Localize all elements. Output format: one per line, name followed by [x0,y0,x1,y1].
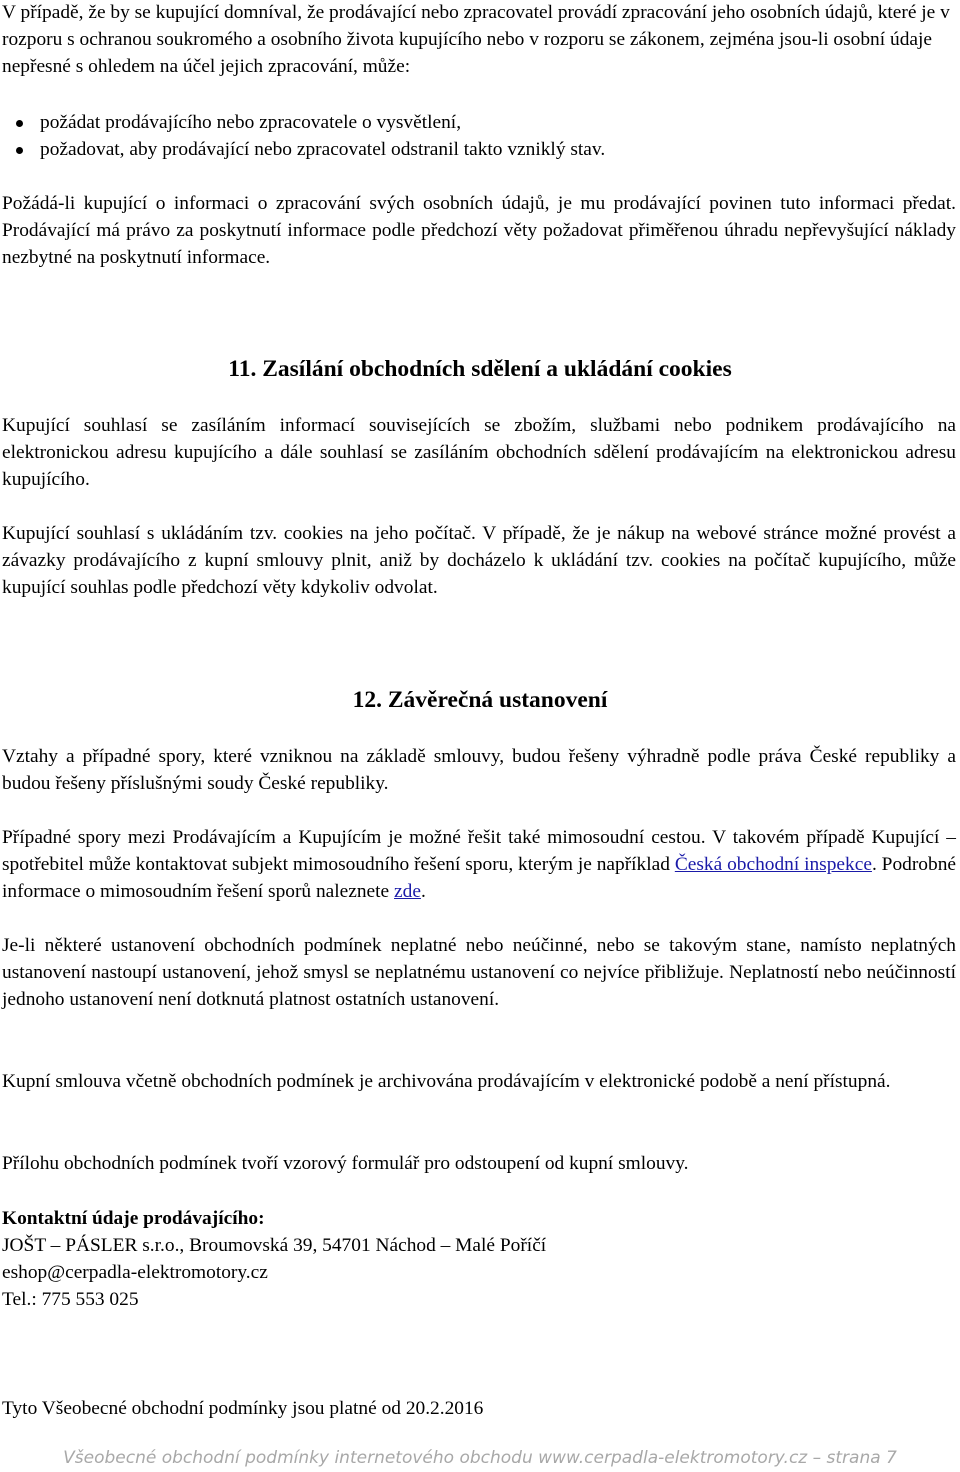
section-12-paragraph-1: Vztahy a případné spory, které vzniknou na základě smlouvy, budou řešeny výhradně podle práva České republiky a budou řešeny příslušnými soudy České republiky. [2,746,956,794]
page-footer: Všeobecné obchodní podmínky internetového obchodu www.cerpadla-elektromotory.cz – strana 7 [63,1448,897,1468]
section-11-paragraph-2: Kupující souhlasí s ukládáním tzv. cookies na jeho počítač. V případě, že je nákup na webové stránce možné provést a závazky prodávajícího z kupní smlouvy plnit, aniž by docházelo k ukládání tzv. cookies na počítač kupujícího, může kupující souhlas podle předchozí věty kdykoliv odvolat. [2,523,956,598]
section-12-title: 12. Závěrečná ustanovení [352,687,608,713]
list-item-text: požádat prodávajícího nebo zpracovatele o vysvětlení, [40,112,462,133]
section-12-paragraph-4: Kupní smlouva včetně obchodních podmínek je archivována prodávajícím v elektronické podobě a není přístupná. [2,1071,891,1092]
section-11-paragraph-1: Kupující souhlasí se zasíláním informací souvisejících se zbožím, službami nebo podnikem prodávajícího na elektronickou adresu kupujícího a dále souhlasí se zasíláním obchodních sdělení prodávajícím na elektronickou adresu kupujícího. [2,415,956,490]
paragraph-text: . Podrobné informace o mimosoudním řešení sporů naleznete [2,854,956,902]
paragraph-text: . [420,881,426,902]
list-item [0,109,954,136]
section-11-title: 11. Zasílání obchodních sdělení a ukládání cookies [228,356,732,382]
paragraph-text: Případné spory mezi Prodávajícím a Kupujícím je možné řešit také mimosoudní cestou. V takovém případě Kupující – spotřebitel může kontaktovat subjekt mimosoudního řešení sporu, kterým je například [2,827,956,875]
zde-link[interactable]: zde [394,881,421,902]
validity-statement: Tyto Všeobecné obchodní podmínky jsou platné od 20.2.2016 [2,1398,484,1419]
list-item-text: požadovat, aby prodávající nebo zpracovatel odstranil takto vzniklý stav. [40,139,606,160]
contact-block [2,1205,956,1313]
contact-heading: Kontaktní údaje prodávajícího: [2,1208,265,1229]
intro-bullet-list [0,109,954,163]
section-12-paragraph-5: Přílohu obchodních podmínek tvoří vzorový formulář pro odstoupení od kupní smlouvy. [2,1153,689,1174]
intro-paragraph-1: V případě, že by se kupující domníval, že prodávající nebo zpracovatel provádí zpracování jeho osobních údajů, které je v rozporu s ochranou soukromého a osobního života kupujícího nebo v rozporu se zákonem, zejména jsou-li osobní údaje nepřesné s ohledem na účel jejich zpracování, může: [2,2,950,77]
bullet-icon [16,147,23,154]
bullet-icon [16,120,23,127]
contact-company: JOŠT – PÁSLER s.r.o., Broumovská 39, 54701 Náchod – Malé Poříčí [2,1235,547,1256]
list-item [0,136,954,163]
section-12-paragraph-3: Je-li některé ustanovení obchodních podmínek neplatné nebo neúčinné, nebo se takovým stane, namísto neplatných ustanovení nastoupí ustanovení, jehož smysl se neplatnému ustanovení co nejvíce přibližuje. Neplatností nebo neúčinností jednoho ustanovení není dotknutá platnost ostatních ustanovení. [2,935,956,1010]
section-12-paragraph-2 [2,824,956,905]
intro-paragraph-2: Požádá-li kupující o informaci o zpracování svých osobních údajů, je mu prodávající povinen tuto informaci předat. Prodávající má právo za poskytnutí informace podle předchozí věty požadovat přiměřenou úhradu nepřevyšující náklady nezbytné na poskytnutí informace. [2,193,956,268]
contact-phone: Tel.: 775 553 025 [2,1289,139,1310]
ceska-obchodni-inspekce-link[interactable]: Česká obchodní inspekce [674,854,872,875]
contact-email: eshop@cerpadla-elektromotory.cz [2,1262,268,1283]
